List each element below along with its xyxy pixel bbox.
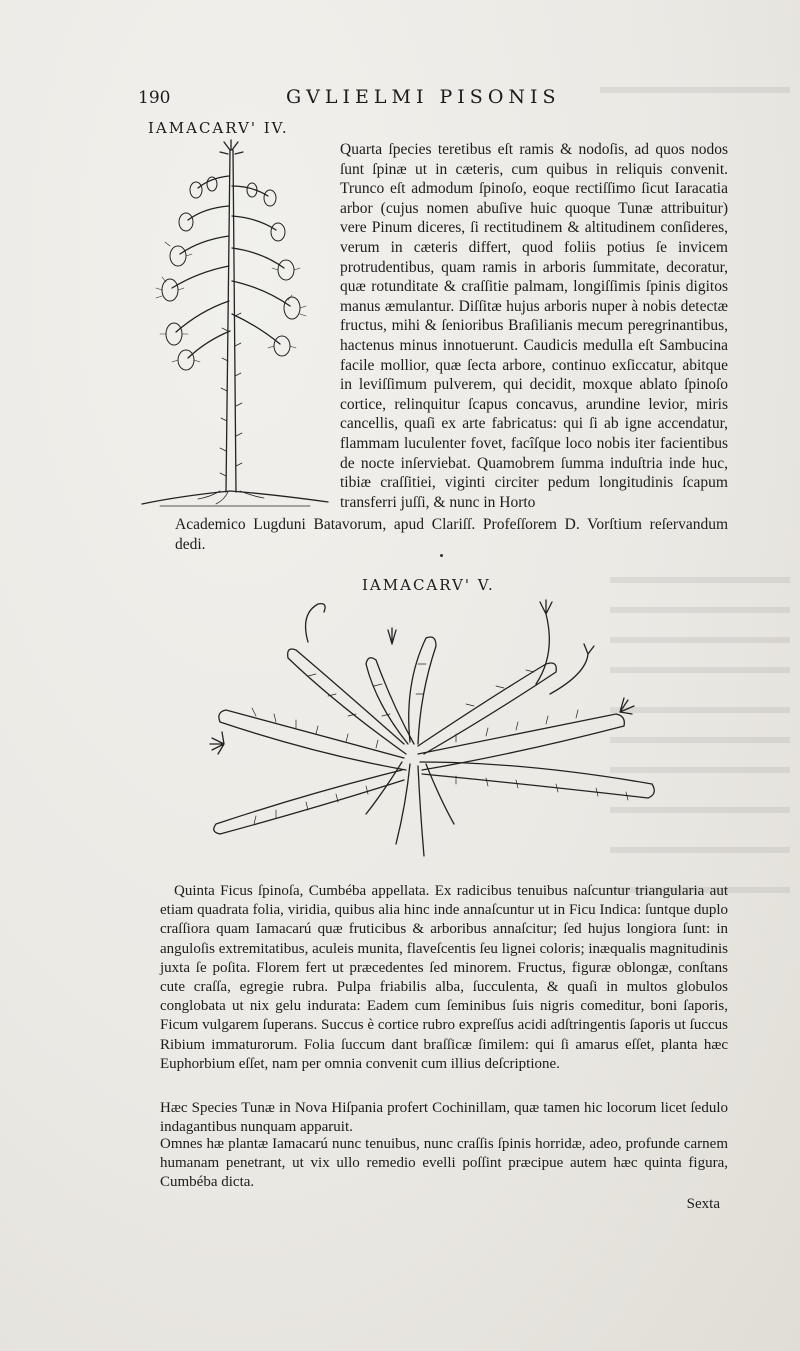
cactus-tree-illustration <box>140 136 330 514</box>
section-iv-text-continued: Academico Lugduni Batavorum, apud Clariſſ. Profeſſorem D. Vorſtium reſervandum dedi. <box>175 516 728 553</box>
ornament-dot <box>440 554 443 557</box>
section-heading-v: IAMACARV' V. <box>362 576 495 594</box>
section-heading-iv: IAMACARV' IV. <box>148 119 289 137</box>
section-v-paragraph-3: Omnes hæ plantæ Iamacarú nunc tenuibus, nunc craſſis ſpinis horridæ, adeo, profunde carnem humanam penetrant, ut vix ullo remedio evelli poſſint præcipue autem hæc quinta figura, Cumbéba dicta. <box>160 1136 728 1191</box>
running-title: GVLIELMI PISONIS <box>286 86 561 108</box>
section-v-paragraph-2: Hæc Species Tunæ in Nova Hiſpania profert Cochinillam, quæ tamen hic locorum licet ſedulo indagantibus nunquam apparuit. <box>160 1100 728 1136</box>
spiny-fig-plant-illustration <box>196 594 670 864</box>
page-header <box>138 86 738 110</box>
section-v-paragraph-1: Quinta Ficus ſpinoſa, Cumbéba appellata. Ex radicibus tenuibus naſcuntur triangularia aut etiam quadrata folia, viridia, quibus alia hinc inde annaſcuntur ut in Ficu Indica: ſuntque duplo craſſiora quam Iamacarú quæ fruticibus & arboribus annaſcitur; ſed hujus longiora ſunt: in anguloſis extremitatibus, aculeis munita, flaveſcentis ſeu lignei coloris; inæqualis magnitudinis juxta ſe poſita. Florem fert ut præcedentes ſed minorem. Fructus, figuræ oblongæ, conſtans cute craſſa, egregie rubra. Pulpa friabilis alba, ſucculenta, & quaſi in multos globulos conglobata ut nix gelu indurata: Eadem cum ſeminibus ſuis nigris comeditur, boni ſaporis, Ficum vulgarem ſuperans. Succus è cortice rubro expreſſus acidi adſtringentis ſaporis ut ſuccus Ribium immaturorum. Folia ſuccum dant braſſicæ ſimilem: qui ſi amarus eſſet, planta hæc Euphorbium eſſet, nam per omnia convenit cum illius deſcriptione. <box>160 883 728 1072</box>
catchword: Sexta <box>686 1196 720 1212</box>
section-iv-text: Quarta ſpecies teretibus eſt ramis & nodoſis, ad quos nodos ſunt ſpinæ ut in cæteris, cum quibus in reliquis convenit. Trunco eſt admodum ſpinoſo, eoque rectiſſimo ſicut Iaracatia arbor (cujus nomen abuſive huic quoque Tunæ attribuitur) vere Pinum diceres, ſi rectitudinem & altitudinem conſideres, verum in cæteris differt, quod foliis potius ſe invicem protrudentibus, quam ramis in arboris ſummitate, decoratur, quæ rotunditate & craſſitie palmam, longiſſimis ſpinis digitos manus æmulantur. Diſſitæ hujus arboris nuper à nobis detectæ fructus, mihi & ſenioribus Braſilianis mecum peregrinantibus, hactenus minus innotuerunt. Caudicis medulla eſt Sambucina facile mollior, quæ ſecta arbore, continuo exſiccatur, abitque in leviſſimum pulverem, qui decidit, moxque ablato ſpinoſo cortice, relinquitur ſcapus concavus, arundine levior, miris cancellis, quaſi ex arte fabricatus: qui ſi ab igne accendatur, flammam luculenter fovet, facîſque loco nobis iter facientibus de nocte inſerviebat. Quamobrem ſumma induſtria inde huc, tibiæ craſſitiei, viginti circiter pedum longitudinis ſcapum transferri juſſi, & nunc in Horto <box>340 141 728 511</box>
page-number: 190 <box>138 88 171 108</box>
